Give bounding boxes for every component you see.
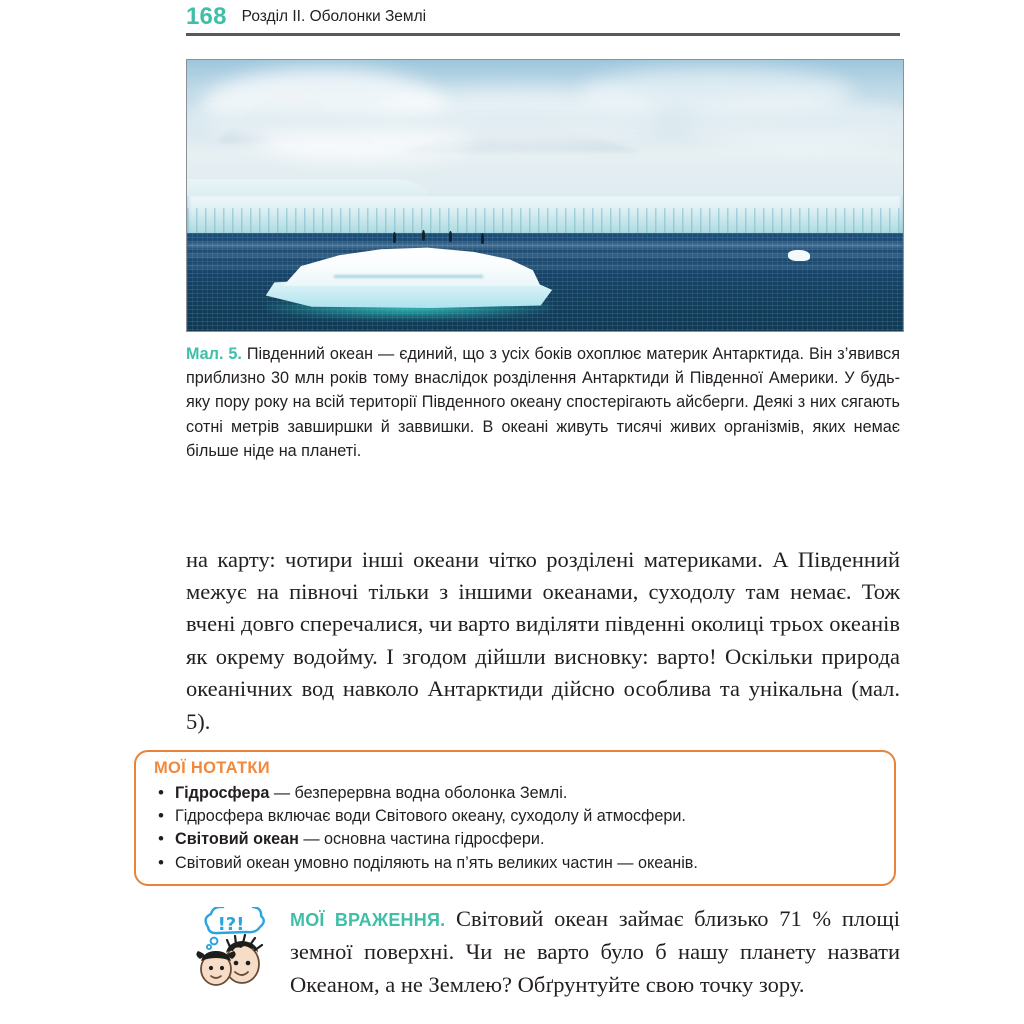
note-term: Гідросфера <box>175 784 270 802</box>
my-notes-list <box>154 782 878 875</box>
photo-penguin <box>422 230 425 241</box>
note-text: Світовий океан умовно поділяють на п’ять великих частин — океанів. <box>175 853 698 872</box>
photo-iceberg-top <box>283 244 541 286</box>
list-item <box>154 852 878 875</box>
note-text: — основна частина гідросфери. <box>298 830 545 849</box>
my-impressions-body: Світовий океан займає близько 71 % площі земної поверхні. Чи не варто було б нашу планету назвати Океаном, а не Землею? Обґрунтуйте свою точку зору. <box>290 906 900 997</box>
header-rule <box>186 33 900 36</box>
figure-caption-text: Південний океан — єдиний, що з усіх боків охоплює материк Антарктида. Він з’явився приблизно 30 млн років тому внаслідок розділення Антарктиди й Південної Америки. У будь-яку пору року на всій території Південного океану спостерігають айсберги. Деякі з них сягають сотні метрів завширшки й заввишки. В океані живуть тисячі живих організмів, яких немає більше ніде на планеті. <box>186 345 900 460</box>
figure-caption-label: Мал. 5. <box>186 345 242 363</box>
photo-haze <box>187 104 903 141</box>
my-notes-title: МОЇ НОТАТКИ <box>154 759 270 777</box>
photo-penguin <box>449 231 452 242</box>
list-item <box>154 782 878 805</box>
page-number: 168 <box>186 3 227 30</box>
my-impressions-label: МОЇ ВРАЖЕННЯ. <box>290 910 446 930</box>
two-kids-thought-bubble-icon <box>190 907 274 991</box>
note-text: — безперервна водна оболонка Землі. <box>269 784 568 802</box>
photo-iceberg <box>266 244 552 312</box>
figure-caption <box>186 342 900 463</box>
page-header <box>186 0 900 34</box>
svg-text:!?!: !?! <box>217 914 245 935</box>
my-impressions-text <box>290 903 900 1001</box>
note-text: Гідросфера включає води Світового океану, суходолу й атмосфери. <box>175 807 686 826</box>
note-term: Світовий океан <box>175 830 299 849</box>
list-item <box>154 828 878 851</box>
my-notes-box <box>134 750 896 886</box>
photo-penguin <box>481 233 484 244</box>
my-impressions-block <box>186 903 900 1001</box>
figure-image-southern-ocean <box>186 59 904 332</box>
photo-iceberg-ridge-line <box>334 275 483 278</box>
body-paragraph: на карту: чотири інші океани чітко розділені материками. А Південний межує на півночі тільки з іншими океанами, суходолу там немає. Тож вчені довго сперечалися, чи варто виділяти південні околиці трьох океанів як окрему водойму. І згодом дійшли висновку: варто! Оскільки природа океанічних вод навколо Антарктиди дійсно особлива та унікальна (мал. 5). <box>186 546 900 734</box>
photo-ice-cliff-wall <box>187 196 903 239</box>
photo-penguin <box>393 232 396 243</box>
list-item <box>154 805 878 828</box>
running-title: Розділ II. Оболонки Землі <box>241 8 427 26</box>
photo-small-ice-floe <box>788 250 809 261</box>
